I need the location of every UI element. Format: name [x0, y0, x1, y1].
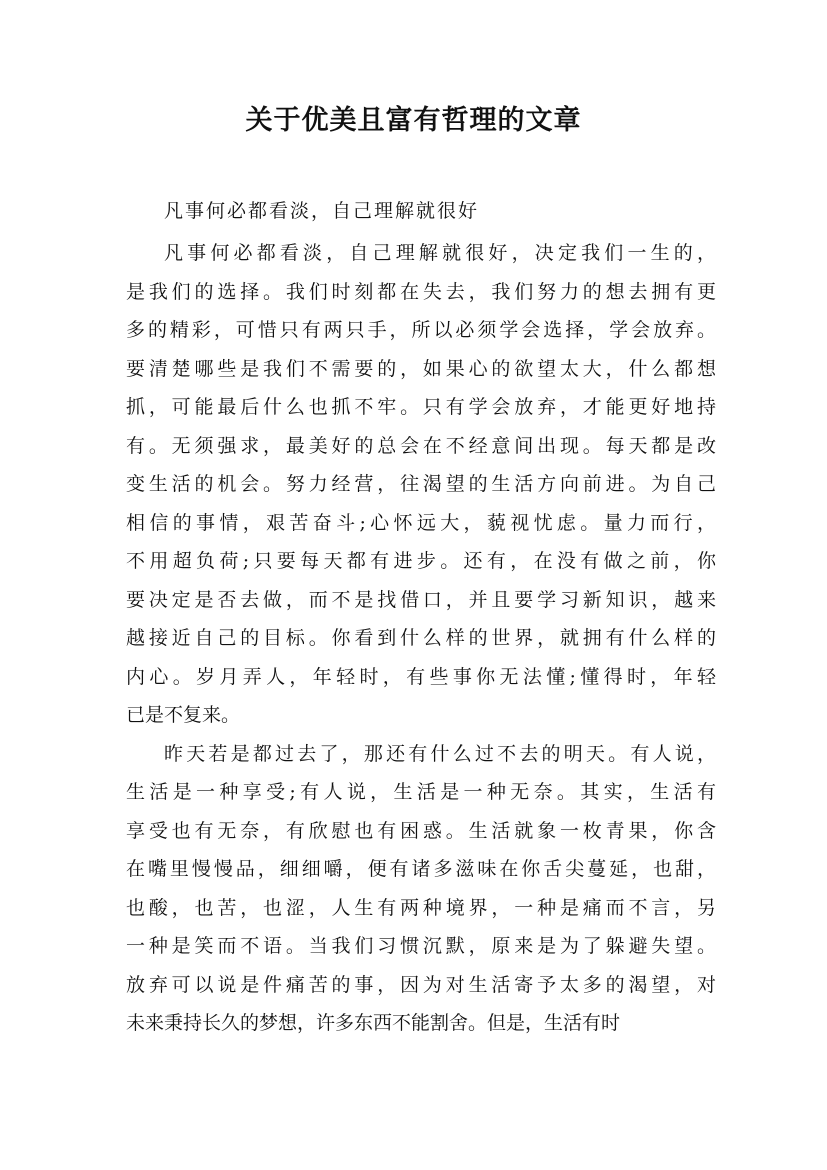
paragraph-line: 已是不复来。 [126, 704, 241, 726]
paragraph-line: 要决定是否去做，而不是找借口，并且要学习新知识，越来 [126, 588, 716, 611]
paragraph-line: 不用超负荷;只要每天都有进步。还有，在没有做之前，你 [126, 550, 716, 572]
paragraph [126, 234, 716, 735]
paragraph-line: 也酸，也苦，也涩，人生有两种境界，一种是痛而不言，另 [126, 896, 716, 919]
paragraph-line: 内心。岁月弄人，年轻时，有些事你无法懂;懂得时，年轻 [126, 665, 716, 688]
paragraph-line: 是我们的选择。我们时刻都在失去，我们努力的想去拥有更 [126, 280, 716, 303]
paragraph-line: 相信的事情，艰苦奋斗;心怀远大，藐视忧虑。量力而行， [126, 511, 716, 534]
paragraph-line: 享受也有无奈，有欣慰也有困惑。生活就象一枚青果，你含 [126, 819, 716, 842]
paragraph [126, 735, 716, 1043]
paragraph-line: 有。无须强求，最美好的总会在不经意间出现。每天都是改 [126, 434, 716, 457]
paragraph-line: 变生活的机会。努力经营，往渴望的生活方向前进。为自己 [126, 473, 716, 495]
paragraph-line: 生活是一种享受;有人说，生活是一种无奈。其实，生活有 [126, 781, 716, 803]
document-body [126, 234, 716, 1043]
paragraph-line: 在嘴里慢慢品，细细嚼，便有诸多滋味在你舌尖蔓延，也甜， [126, 858, 716, 880]
paragraph-line: 多的精彩，可惜只有两只手，所以必须学会选择，学会放弃。 [126, 319, 716, 341]
document-title: 关于优美且富有哲理的文章 [245, 105, 582, 136]
paragraph-line: 要清楚哪些是我们不需要的，如果心的欲望太大，什么都想 [126, 357, 716, 380]
paragraph-line: 凡事何必都看淡，自己理解就很好，决定我们一生的， [164, 242, 716, 264]
paragraph-line: 放弃可以说是件痛苦的事，因为对生活寄予太多的渴望，对 [126, 973, 716, 996]
paragraph-line: 抓，可能最后什么也抓不牢。只有学会放弃，才能更好地持 [126, 396, 716, 418]
paragraph-line: 昨天若是都过去了，那还有什么过不去的明天。有人说， [164, 742, 716, 765]
paragraph-line: 越接近自己的目标。你看到什么样的世界，就拥有什么样的 [126, 627, 716, 649]
document-subtitle: 凡事何必都看淡，自己理解就很好 [164, 200, 480, 222]
paragraph-line: 一种是笑而不语。当我们习惯沉默，原来是为了躲避失望。 [126, 935, 716, 957]
paragraph-line: 未来秉持长久的梦想，许多东西不能割舍。但是，生活有时 [126, 1012, 621, 1034]
